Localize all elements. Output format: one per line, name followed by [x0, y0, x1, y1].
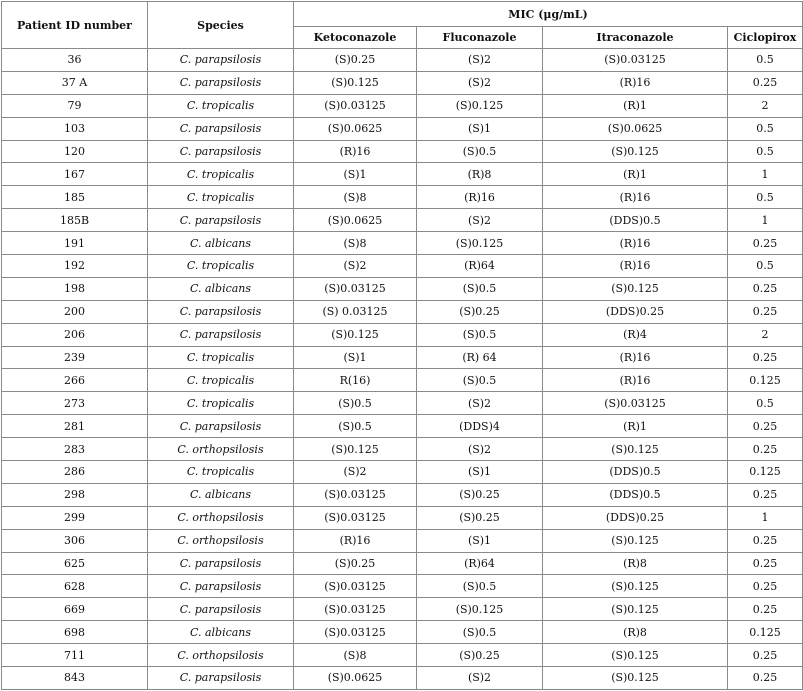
cell-patient-id: 286 — [2, 461, 148, 484]
cell-itraconazole: (R)1 — [543, 163, 728, 186]
cell-fluconazole: (S)0.25 — [417, 483, 543, 506]
cell-ketoconazole: (S)0.03125 — [294, 94, 417, 117]
cell-ciclopirox: 0.5 — [728, 140, 803, 163]
cell-ciclopirox: 0.125 — [728, 621, 803, 644]
cell-ketoconazole: (S)0.03125 — [294, 277, 417, 300]
cell-species: C. tropicalis — [148, 346, 294, 369]
cell-fluconazole: (S)0.125 — [417, 94, 543, 117]
table-body — [2, 49, 803, 690]
cell-ketoconazole: (S)0.0625 — [294, 209, 417, 232]
table-row — [2, 529, 803, 552]
cell-ketoconazole: (S)0.25 — [294, 552, 417, 575]
cell-ciclopirox: 0.25 — [728, 232, 803, 255]
cell-patient-id: 298 — [2, 483, 148, 506]
cell-patient-id: 103 — [2, 117, 148, 140]
cell-ciclopirox: 0.5 — [728, 186, 803, 209]
cell-ciclopirox: 0.25 — [728, 346, 803, 369]
cell-species: C. parapsilosis — [148, 598, 294, 621]
cell-fluconazole: (R)8 — [417, 163, 543, 186]
cell-ketoconazole: (S)0.03125 — [294, 598, 417, 621]
cell-itraconazole: (S)0.125 — [543, 575, 728, 598]
table-row — [2, 621, 803, 644]
cell-fluconazole: (S)2 — [417, 438, 543, 461]
cell-itraconazole: (S)0.03125 — [543, 49, 728, 72]
cell-itraconazole: (DDS)0.5 — [543, 483, 728, 506]
cell-ciclopirox: 1 — [728, 506, 803, 529]
cell-species: C. tropicalis — [148, 94, 294, 117]
cell-ciclopirox: 0.25 — [728, 438, 803, 461]
table-row — [2, 438, 803, 461]
cell-species: C. orthopsilosis — [148, 438, 294, 461]
cell-fluconazole: (S)0.5 — [417, 575, 543, 598]
table-row — [2, 415, 803, 438]
cell-patient-id: 711 — [2, 644, 148, 667]
cell-itraconazole: (R)8 — [543, 621, 728, 644]
cell-ketoconazole: (S)0.03125 — [294, 621, 417, 644]
cell-ciclopirox: 0.25 — [728, 415, 803, 438]
mic-results-table — [1, 1, 803, 690]
cell-ciclopirox: 0.5 — [728, 49, 803, 72]
table-row — [2, 667, 803, 690]
cell-species: C. tropicalis — [148, 392, 294, 415]
cell-fluconazole: (S)2 — [417, 71, 543, 94]
cell-itraconazole: (S)0.125 — [543, 667, 728, 690]
cell-species: C. tropicalis — [148, 163, 294, 186]
cell-species: C. parapsilosis — [148, 552, 294, 575]
cell-species: C. parapsilosis — [148, 300, 294, 323]
cell-fluconazole: (S)1 — [417, 461, 543, 484]
cell-fluconazole: (DDS)4 — [417, 415, 543, 438]
header-patient-id: Patient ID number — [2, 2, 148, 49]
cell-itraconazole: (DDS)0.25 — [543, 300, 728, 323]
table-row — [2, 392, 803, 415]
cell-species: C. parapsilosis — [148, 575, 294, 598]
cell-patient-id: 167 — [2, 163, 148, 186]
table-row — [2, 598, 803, 621]
cell-fluconazole: (S)2 — [417, 392, 543, 415]
cell-ketoconazole: (S)0.5 — [294, 392, 417, 415]
cell-ketoconazole: (S)0.5 — [294, 415, 417, 438]
cell-itraconazole: (DDS)0.25 — [543, 506, 728, 529]
cell-itraconazole: (S)0.0625 — [543, 117, 728, 140]
cell-ketoconazole: (S)0.25 — [294, 49, 417, 72]
cell-fluconazole: (S)2 — [417, 667, 543, 690]
cell-ciclopirox: 0.25 — [728, 644, 803, 667]
cell-itraconazole: (R)4 — [543, 323, 728, 346]
cell-patient-id: 843 — [2, 667, 148, 690]
cell-fluconazole: (R)16 — [417, 186, 543, 209]
cell-itraconazole: (R)16 — [543, 186, 728, 209]
table-row — [2, 71, 803, 94]
cell-ketoconazole: (S)0.125 — [294, 71, 417, 94]
cell-ketoconazole: (S)8 — [294, 644, 417, 667]
cell-species: C. albicans — [148, 621, 294, 644]
cell-ciclopirox: 0.25 — [728, 598, 803, 621]
cell-species: C. parapsilosis — [148, 323, 294, 346]
cell-fluconazole: (S)0.125 — [417, 598, 543, 621]
cell-patient-id: 266 — [2, 369, 148, 392]
table-row — [2, 483, 803, 506]
cell-fluconazole: (S)0.5 — [417, 369, 543, 392]
cell-species: C. orthopsilosis — [148, 644, 294, 667]
cell-ciclopirox: 1 — [728, 209, 803, 232]
cell-ketoconazole: (S)0.03125 — [294, 483, 417, 506]
table-row — [2, 209, 803, 232]
cell-ketoconazole: (S)0.03125 — [294, 506, 417, 529]
cell-ciclopirox: 0.25 — [728, 277, 803, 300]
cell-ketoconazole: (R)16 — [294, 140, 417, 163]
cell-itraconazole: (S)0.125 — [543, 598, 728, 621]
cell-ciclopirox: 0.5 — [728, 392, 803, 415]
cell-ketoconazole: (S)2 — [294, 255, 417, 278]
cell-patient-id: 273 — [2, 392, 148, 415]
cell-species: C. parapsilosis — [148, 140, 294, 163]
cell-ciclopirox: 1 — [728, 163, 803, 186]
cell-ketoconazole: (S)1 — [294, 163, 417, 186]
cell-ketoconazole: (S)0.03125 — [294, 575, 417, 598]
cell-ketoconazole: (S)2 — [294, 461, 417, 484]
cell-patient-id: 283 — [2, 438, 148, 461]
cell-patient-id: 36 — [2, 49, 148, 72]
cell-fluconazole: (S)1 — [417, 117, 543, 140]
table-row — [2, 255, 803, 278]
table-row — [2, 506, 803, 529]
cell-fluconazole: (S)0.25 — [417, 506, 543, 529]
cell-ciclopirox: 0.125 — [728, 461, 803, 484]
cell-itraconazole: (DDS)0.5 — [543, 461, 728, 484]
cell-fluconazole: (S)1 — [417, 529, 543, 552]
cell-species: C. orthopsilosis — [148, 529, 294, 552]
header-species: Species — [148, 2, 294, 49]
cell-species: C. albicans — [148, 277, 294, 300]
table-row — [2, 369, 803, 392]
cell-species: C. orthopsilosis — [148, 506, 294, 529]
cell-patient-id: 185 — [2, 186, 148, 209]
table-row — [2, 461, 803, 484]
cell-ketoconazole: (S)0.125 — [294, 438, 417, 461]
cell-fluconazole: (S)0.5 — [417, 621, 543, 644]
cell-patient-id: 281 — [2, 415, 148, 438]
table-row — [2, 232, 803, 255]
cell-ciclopirox: 0.25 — [728, 71, 803, 94]
table-row — [2, 644, 803, 667]
cell-patient-id: 185B — [2, 209, 148, 232]
table-row — [2, 117, 803, 140]
cell-patient-id: 192 — [2, 255, 148, 278]
cell-ketoconazole: (S)8 — [294, 232, 417, 255]
cell-species: C. tropicalis — [148, 369, 294, 392]
cell-ketoconazole: (S) 0.03125 — [294, 300, 417, 323]
cell-ketoconazole: (S)0.0625 — [294, 667, 417, 690]
table-row — [2, 575, 803, 598]
cell-species: C. parapsilosis — [148, 415, 294, 438]
cell-patient-id: 306 — [2, 529, 148, 552]
cell-itraconazole: (R)16 — [543, 255, 728, 278]
table-row — [2, 277, 803, 300]
cell-patient-id: 628 — [2, 575, 148, 598]
cell-patient-id: 239 — [2, 346, 148, 369]
table-row — [2, 346, 803, 369]
cell-fluconazole: (R)64 — [417, 255, 543, 278]
cell-fluconazole: (S)0.25 — [417, 644, 543, 667]
table-row — [2, 300, 803, 323]
cell-itraconazole: (S)0.125 — [543, 529, 728, 552]
cell-patient-id: 200 — [2, 300, 148, 323]
cell-species: C. albicans — [148, 232, 294, 255]
cell-ketoconazole: (S)0.125 — [294, 323, 417, 346]
cell-fluconazole: (S)0.125 — [417, 232, 543, 255]
cell-species: C. albicans — [148, 483, 294, 506]
cell-ciclopirox: 0.125 — [728, 369, 803, 392]
cell-patient-id: 669 — [2, 598, 148, 621]
cell-patient-id: 191 — [2, 232, 148, 255]
cell-itraconazole: (R)16 — [543, 346, 728, 369]
cell-ciclopirox: 0.25 — [728, 529, 803, 552]
cell-patient-id: 120 — [2, 140, 148, 163]
cell-ketoconazole: R(16) — [294, 369, 417, 392]
cell-patient-id: 198 — [2, 277, 148, 300]
table-row — [2, 49, 803, 72]
cell-fluconazole: (S)0.5 — [417, 323, 543, 346]
table-row — [2, 94, 803, 117]
cell-species: C. tropicalis — [148, 461, 294, 484]
cell-ciclopirox: 0.25 — [728, 483, 803, 506]
cell-fluconazole: (R) 64 — [417, 346, 543, 369]
cell-itraconazole: (R)16 — [543, 369, 728, 392]
cell-patient-id: 625 — [2, 552, 148, 575]
header-mic: MIC (μg/mL) — [294, 2, 803, 27]
cell-ketoconazole: (R)16 — [294, 529, 417, 552]
cell-patient-id: 206 — [2, 323, 148, 346]
cell-species: C. parapsilosis — [148, 209, 294, 232]
cell-itraconazole: (S)0.03125 — [543, 392, 728, 415]
cell-fluconazole: (S)2 — [417, 49, 543, 72]
cell-itraconazole: (R)16 — [543, 232, 728, 255]
cell-patient-id: 37 A — [2, 71, 148, 94]
cell-species: C. parapsilosis — [148, 49, 294, 72]
cell-patient-id: 79 — [2, 94, 148, 117]
cell-fluconazole: (S)0.25 — [417, 300, 543, 323]
cell-itraconazole: (R)1 — [543, 94, 728, 117]
table-row — [2, 552, 803, 575]
table-row — [2, 163, 803, 186]
cell-ciclopirox: 0.5 — [728, 255, 803, 278]
cell-species: C. parapsilosis — [148, 71, 294, 94]
cell-ketoconazole: (S)0.0625 — [294, 117, 417, 140]
cell-ketoconazole: (S)1 — [294, 346, 417, 369]
cell-patient-id: 299 — [2, 506, 148, 529]
cell-fluconazole: (S)2 — [417, 209, 543, 232]
cell-itraconazole: (R)8 — [543, 552, 728, 575]
cell-fluconazole: (R)64 — [417, 552, 543, 575]
cell-ketoconazole: (S)8 — [294, 186, 417, 209]
cell-itraconazole: (S)0.125 — [543, 644, 728, 667]
header-itraconazole: Itraconazole — [543, 27, 728, 49]
cell-ciclopirox: 0.5 — [728, 117, 803, 140]
table-row — [2, 140, 803, 163]
cell-ciclopirox: 0.25 — [728, 667, 803, 690]
cell-itraconazole: (R)16 — [543, 71, 728, 94]
header-ciclopirox: Ciclopirox — [728, 27, 803, 49]
cell-itraconazole: (R)1 — [543, 415, 728, 438]
cell-ciclopirox: 2 — [728, 94, 803, 117]
cell-ciclopirox: 0.25 — [728, 300, 803, 323]
cell-fluconazole: (S)0.5 — [417, 277, 543, 300]
table-row — [2, 186, 803, 209]
table-row — [2, 323, 803, 346]
cell-species: C. parapsilosis — [148, 667, 294, 690]
header-ketoconazole: Ketoconazole — [294, 27, 417, 49]
cell-ciclopirox: 0.25 — [728, 552, 803, 575]
cell-patient-id: 698 — [2, 621, 148, 644]
cell-itraconazole: (DDS)0.5 — [543, 209, 728, 232]
cell-itraconazole: (S)0.125 — [543, 140, 728, 163]
cell-ciclopirox: 2 — [728, 323, 803, 346]
cell-fluconazole: (S)0.5 — [417, 140, 543, 163]
cell-ciclopirox: 0.25 — [728, 575, 803, 598]
header-fluconazole: Fluconazole — [417, 27, 543, 49]
cell-itraconazole: (S)0.125 — [543, 438, 728, 461]
header-row-top — [2, 2, 803, 27]
cell-species: C. parapsilosis — [148, 117, 294, 140]
cell-species: C. tropicalis — [148, 186, 294, 209]
cell-species: C. tropicalis — [148, 255, 294, 278]
cell-itraconazole: (S)0.125 — [543, 277, 728, 300]
